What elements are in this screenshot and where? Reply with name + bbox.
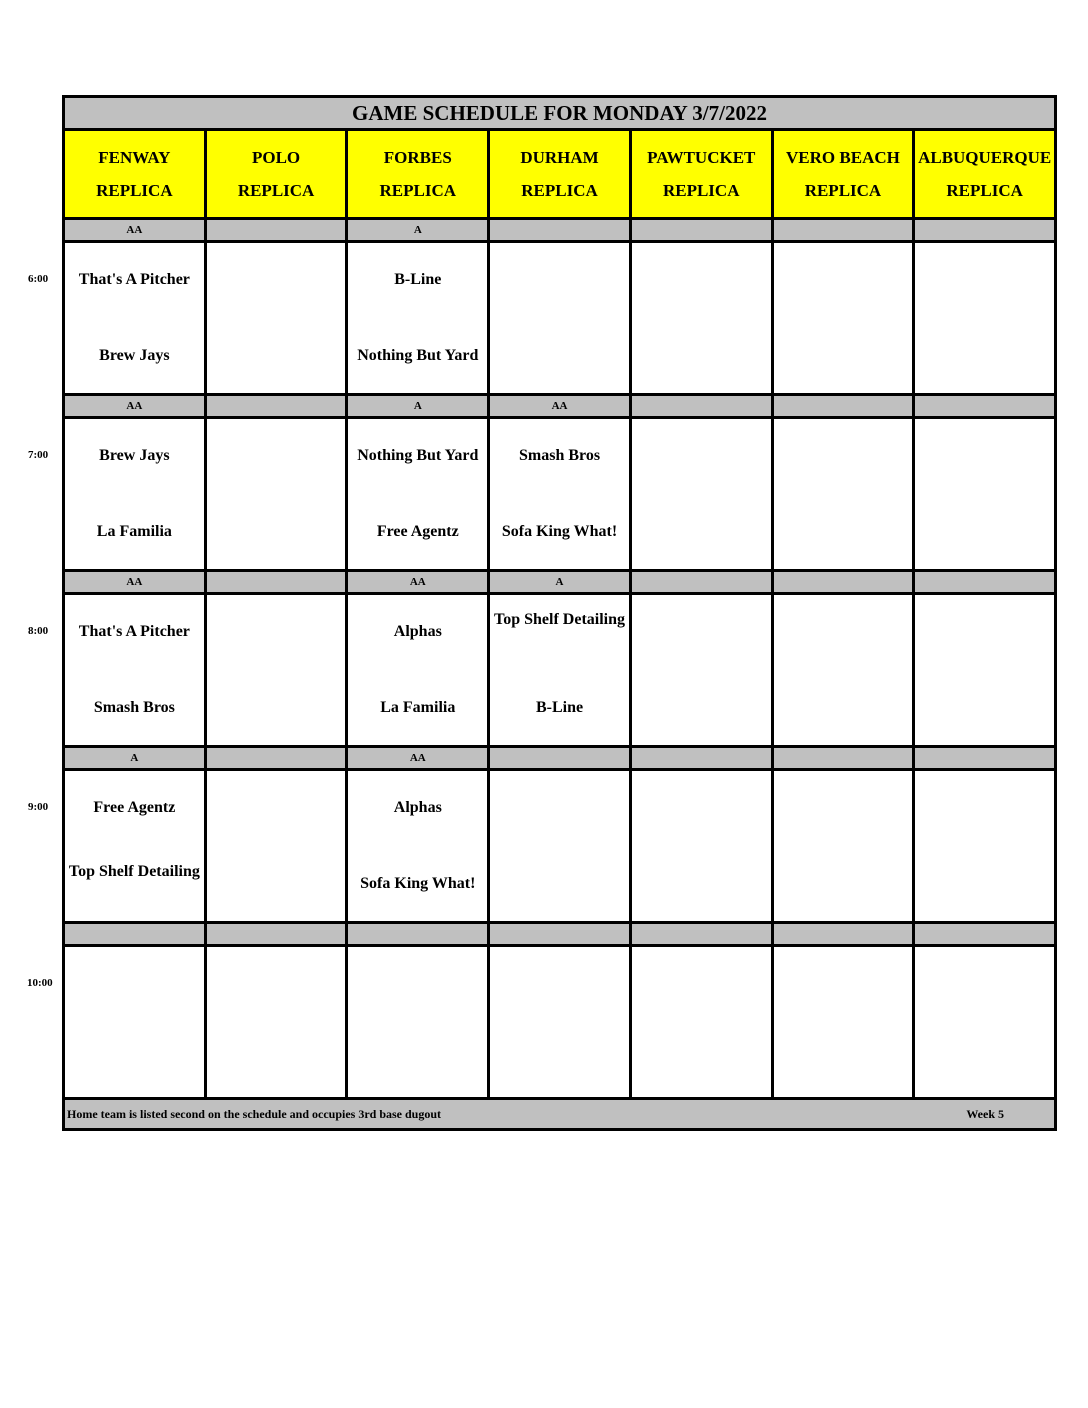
field-subtitle: REPLICA [521,181,598,200]
game-cell [490,243,632,393]
home-team: Sofa King What! [360,875,476,892]
division-label: AA [490,396,632,416]
field-header [774,131,916,217]
home-team: La Familia [96,523,172,540]
game-row [65,595,1054,748]
field-subtitle: REPLICA [804,181,882,200]
game-cell [490,595,632,745]
field-header [915,131,1054,217]
game-cell [774,947,916,1097]
away-team: B-Line [394,271,442,288]
field-name: FENWAY [98,148,171,167]
game-cell [348,947,490,1097]
schedule-title: GAME SCHEDULE FOR MONDAY 3/7/2022 [65,98,1054,131]
game-cell [490,947,632,1097]
division-label: A [490,572,632,592]
field-header-row [65,131,1054,220]
time-label: 8:00 [28,625,49,637]
field-header [65,131,207,217]
division-label [632,924,774,944]
time-label: 7:00 [28,449,49,461]
field-subtitle: REPLICA [379,181,457,200]
division-label [207,924,349,944]
game-row [65,419,1054,572]
field-subtitle: REPLICA [96,181,173,200]
game-cell [632,243,774,393]
game-cell [65,771,207,921]
schedule-table [62,95,1057,1131]
division-label [490,220,632,240]
game-cell [65,595,207,745]
game-row [65,771,1054,924]
home-team: B-Line [535,699,584,716]
home-team: La Familia [380,699,456,716]
game-cell [65,947,207,1097]
home-team: Top Shelf Detailing [68,863,200,880]
game-cell [774,243,916,393]
division-label: A [348,220,490,240]
field-header [207,131,349,217]
game-cell [632,595,774,745]
away-team: Nothing But Yard [357,447,479,464]
field-header [490,131,632,217]
time-slots [65,220,1054,1100]
field-subtitle: REPLICA [662,181,740,200]
away-team: Alphas [393,623,442,640]
division-row [65,220,1054,243]
division-label: AA [348,748,490,768]
game-cell [348,243,490,393]
away-team: Smash Bros [518,447,601,464]
game-cell [207,243,349,393]
away-team: Alphas [393,799,442,816]
game-cell [632,771,774,921]
game-row [65,947,1054,1100]
footer-note: Home team is listed second on the schedule and occupies 3rd base dugout [67,1106,442,1121]
division-label: AA [348,572,490,592]
game-cell [774,595,916,745]
game-cell [207,595,349,745]
division-label [207,220,349,240]
division-label [774,396,916,416]
away-team: Free Agentz [93,799,176,816]
time-label: 6:00 [28,273,49,285]
game-cell [632,947,774,1097]
game-cell [915,771,1054,921]
field-subtitle: REPLICA [237,181,315,200]
division-label [490,748,632,768]
time-label: 10:00 [27,977,53,989]
away-team: That's A Pitcher [78,271,190,288]
division-row [65,572,1054,595]
field-subtitle: REPLICA [946,181,1023,200]
division-label [915,748,1054,768]
game-cell [490,419,632,569]
division-label [915,924,1054,944]
home-team: Brew Jays [99,347,170,364]
division-label: A [65,748,207,768]
game-row [65,243,1054,396]
division-row [65,924,1054,947]
division-label [65,924,207,944]
home-team: Nothing But Yard [357,347,479,364]
division-label [207,572,349,592]
division-label: A [348,396,490,416]
game-cell [348,595,490,745]
footer-bar [65,1100,1054,1128]
division-label [774,220,916,240]
week-label: Week 5 [966,1106,1004,1121]
game-cell [207,947,349,1097]
away-team: That's A Pitcher [78,623,190,640]
division-label [915,396,1054,416]
home-team: Free Agentz [376,523,459,540]
field-name: FORBES [383,148,452,167]
division-label [207,396,349,416]
game-cell [65,419,207,569]
game-cell [490,771,632,921]
division-label [632,748,774,768]
game-cell [774,419,916,569]
home-team: Sofa King What! [501,523,618,540]
time-label: 9:00 [28,801,49,813]
division-label [632,220,774,240]
field-name: PAWTUCKET [647,148,756,167]
game-cell [348,419,490,569]
division-label [915,220,1054,240]
division-row [65,748,1054,771]
division-row [65,396,1054,419]
game-cell [207,771,349,921]
division-label [774,748,916,768]
division-label [207,748,349,768]
field-header [348,131,490,217]
division-label [915,572,1054,592]
away-team: Top Shelf Detailing [494,611,626,628]
away-team: Brew Jays [99,447,170,464]
game-cell [915,947,1054,1097]
home-team: Smash Bros [93,699,175,716]
field-name: VERO BEACH [786,148,900,167]
game-cell [348,771,490,921]
division-label [490,924,632,944]
division-label [774,572,916,592]
game-cell [915,419,1054,569]
game-cell [207,419,349,569]
division-label: AA [65,220,207,240]
division-label [632,396,774,416]
division-label: AA [65,572,207,592]
game-cell [632,419,774,569]
division-label [632,572,774,592]
game-cell [774,771,916,921]
field-header [632,131,774,217]
division-label [348,924,490,944]
game-cell [65,243,207,393]
game-cell [915,595,1054,745]
field-name: ALBUQUERQUE [918,148,1052,167]
division-label: AA [65,396,207,416]
division-label [774,924,916,944]
field-name: POLO [251,148,301,167]
game-cell [915,243,1054,393]
field-name: DURHAM [520,148,599,167]
